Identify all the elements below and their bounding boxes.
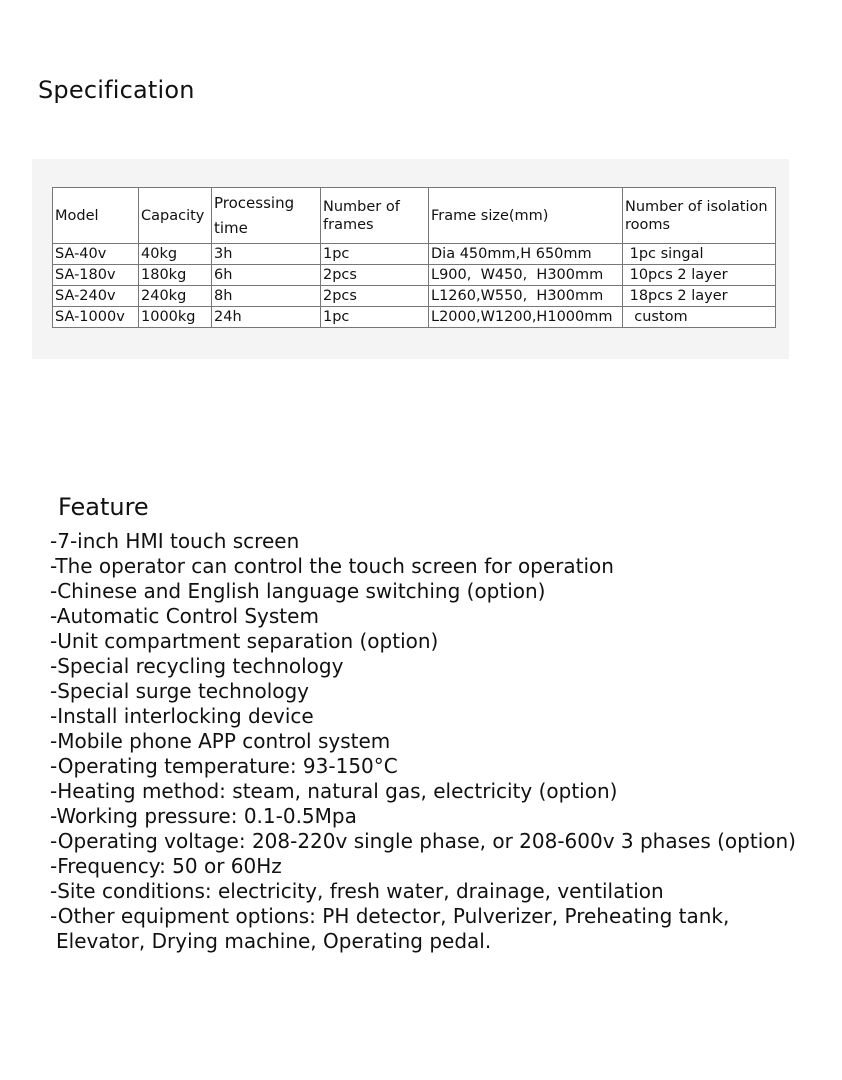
feature-item: -Operating temperature: 93-150°C	[50, 754, 398, 778]
cell-processing-time: 8h	[212, 286, 321, 307]
table-header-row	[53, 188, 776, 244]
cell-number-of-frames: 1pc	[321, 307, 429, 328]
column-header-processing-time: Processing time	[212, 188, 321, 244]
cell-capacity: 40kg	[139, 244, 212, 265]
table-row	[53, 244, 776, 265]
feature-item: -Unit compartment separation (option)	[50, 629, 439, 653]
feature-item: -Other equipment options: PH detector, Pulverizer, Preheating tank,	[50, 904, 730, 928]
feature-item: -The operator can control the touch screen for operation	[50, 554, 614, 578]
cell-isolation-rooms: 10pcs 2 layer	[623, 265, 776, 286]
column-header-capacity: Capacity	[139, 188, 212, 244]
column-header-isolation-rooms: Number of isolation rooms	[623, 188, 776, 244]
feature-item: -Operating voltage: 208-220v single phase, or 208-600v 3 phases (option)	[50, 829, 796, 853]
feature-item-continuation: Elevator, Drying machine, Operating pedal.	[56, 929, 492, 953]
cell-processing-time: 24h	[212, 307, 321, 328]
feature-list	[50, 529, 796, 954]
feature-item: -Site conditions: electricity, fresh water, drainage, ventilation	[50, 879, 664, 903]
cell-frame-size: L1260,W550, H300mm	[429, 286, 623, 307]
column-header-model: Model	[53, 188, 139, 244]
cell-capacity: 180kg	[139, 265, 212, 286]
cell-isolation-rooms: 18pcs 2 layer	[623, 286, 776, 307]
feature-item: -Special recycling technology	[50, 654, 344, 678]
cell-capacity: 1000kg	[139, 307, 212, 328]
cell-frame-size: L2000,W1200,H1000mm	[429, 307, 623, 328]
feature-item: -Mobile phone APP control system	[50, 729, 391, 753]
feature-item: -Special surge technology	[50, 679, 310, 703]
cell-processing-time: 6h	[212, 265, 321, 286]
column-header-number-of-frames: Number of frames	[321, 188, 429, 244]
table-row	[53, 286, 776, 307]
cell-isolation-rooms: 1pc singal	[623, 244, 776, 265]
column-header-frame-size: Frame size(mm)	[429, 188, 623, 244]
feature-item: -Install interlocking device	[50, 704, 314, 728]
cell-model: SA-1000v	[53, 307, 139, 328]
table-row	[53, 307, 776, 328]
cell-number-of-frames: 2pcs	[321, 286, 429, 307]
feature-item: -Heating method: steam, natural gas, electricity (option)	[50, 779, 618, 803]
specification-heading: Specification	[38, 76, 195, 104]
cell-frame-size: Dia 450mm,H 650mm	[429, 244, 623, 265]
feature-item: -7-inch HMI touch screen	[50, 529, 300, 553]
specification-table	[52, 187, 776, 328]
feature-item: -Frequency: 50 or 60Hz	[50, 854, 282, 878]
feature-heading: Feature	[58, 493, 149, 521]
cell-capacity: 240kg	[139, 286, 212, 307]
cell-number-of-frames: 2pcs	[321, 265, 429, 286]
cell-processing-time: 3h	[212, 244, 321, 265]
table-row	[53, 265, 776, 286]
cell-frame-size: L900, W450, H300mm	[429, 265, 623, 286]
cell-model: SA-40v	[53, 244, 139, 265]
cell-model: SA-240v	[53, 286, 139, 307]
cell-model: SA-180v	[53, 265, 139, 286]
feature-item: -Working pressure: 0.1-0.5Mpa	[50, 804, 357, 828]
cell-isolation-rooms: custom	[623, 307, 776, 328]
cell-number-of-frames: 1pc	[321, 244, 429, 265]
feature-item: -Chinese and English language switching (option)	[50, 579, 546, 603]
feature-item: -Automatic Control System	[50, 604, 319, 628]
